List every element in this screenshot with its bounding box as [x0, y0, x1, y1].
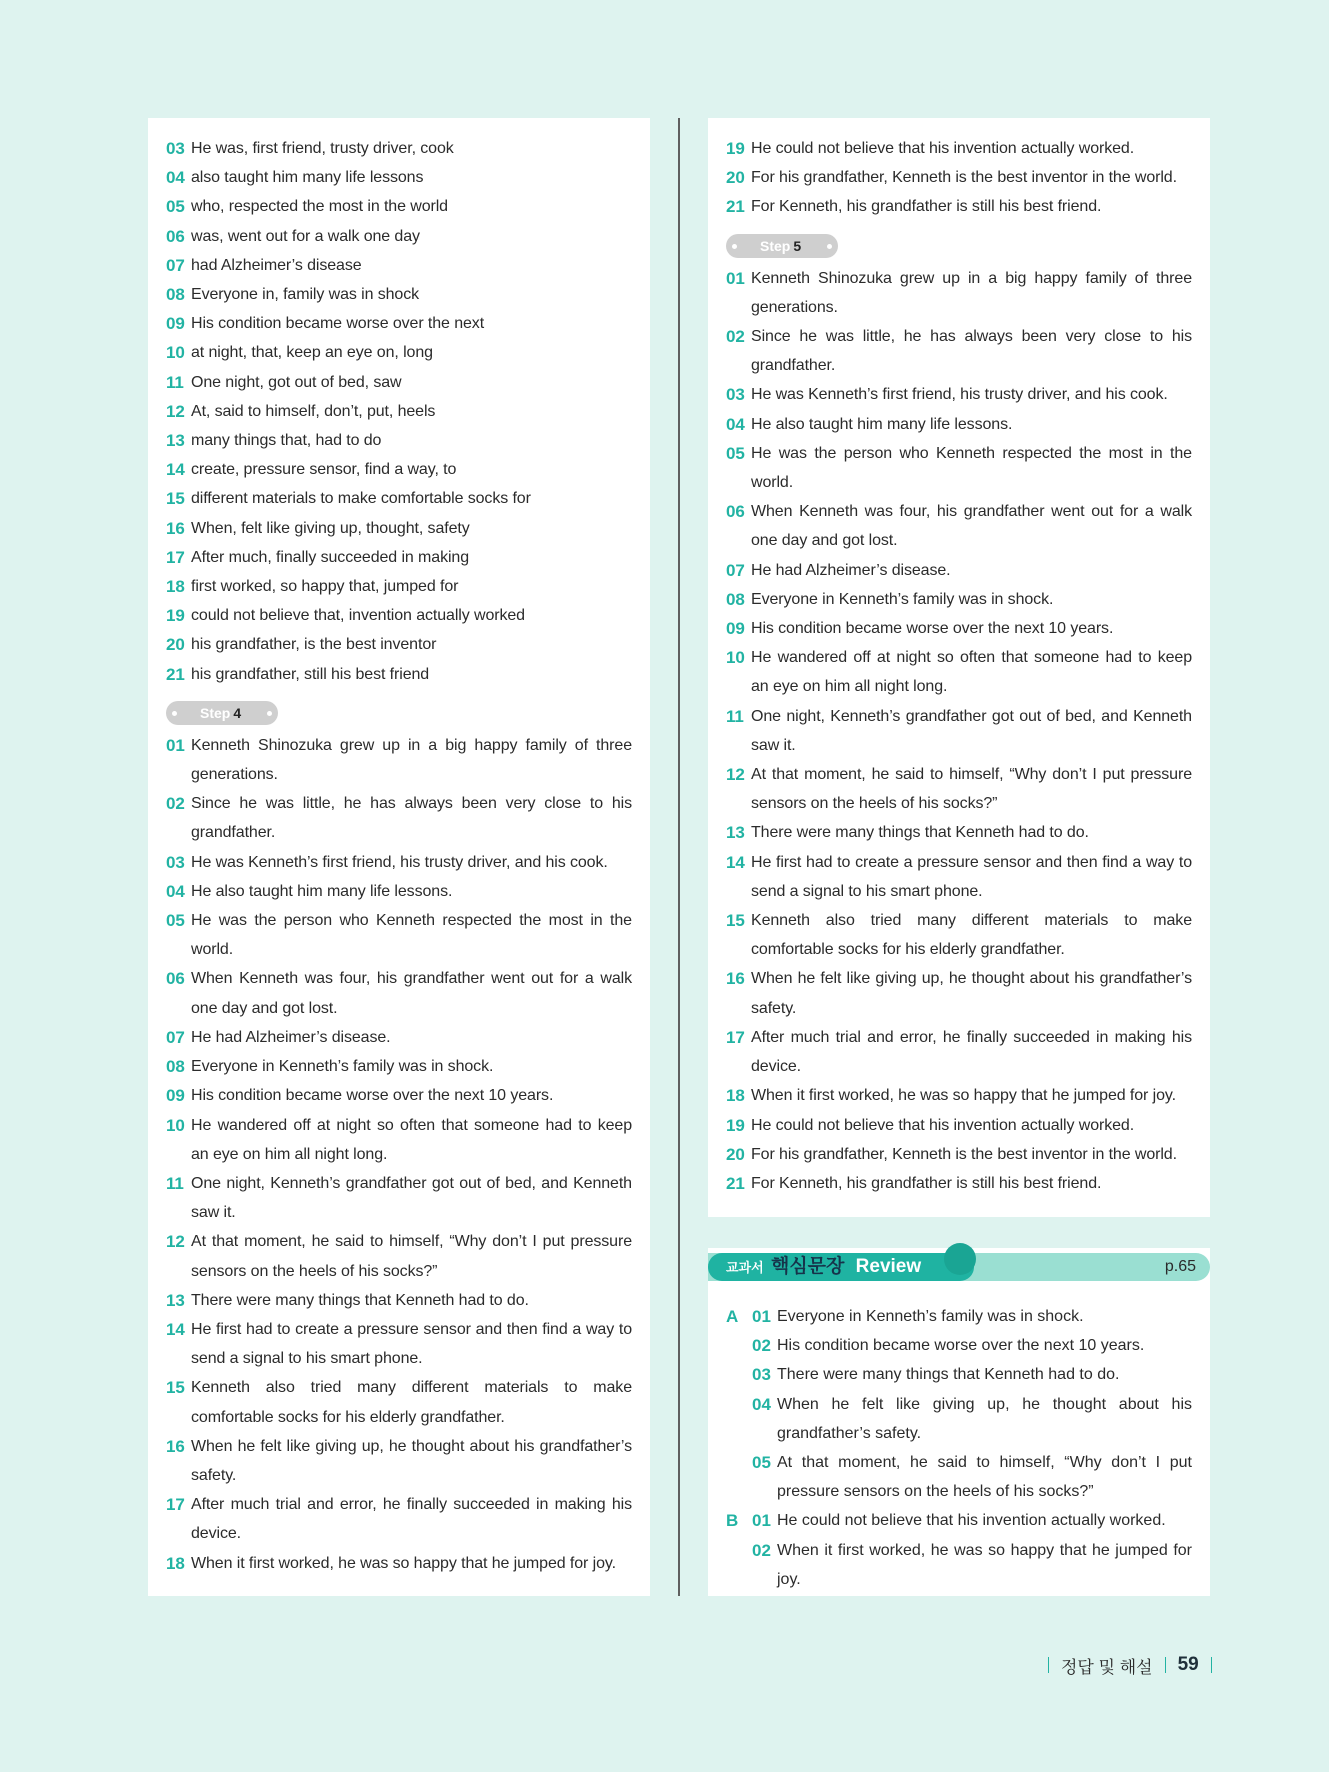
- answer-item: [166, 192, 632, 221]
- answer-text: When, felt like giving up, thought, safety: [191, 519, 470, 537]
- step4-badge: [166, 701, 278, 725]
- answer-number: 02: [726, 327, 745, 347]
- answer-text: One night, Kenneth’s grandfather got out of bed, and Kenneth saw it.: [751, 707, 1192, 754]
- answer-item: [166, 1315, 632, 1373]
- answer-text: He had Alzheimer’s disease.: [191, 1028, 391, 1046]
- answer-number: 02: [752, 1336, 771, 1356]
- answer-text: Kenneth also tried many different materials to make comfortable socks for his elderly grandfather.: [751, 912, 1192, 959]
- answer-text: He was the person who Kenneth respected the most in the world.: [191, 912, 632, 959]
- review-item: [726, 1506, 1192, 1535]
- step5-badge: [726, 234, 838, 258]
- column-divider: [678, 118, 680, 1596]
- answer-text: He had Alzheimer’s disease.: [751, 561, 951, 579]
- answer-text: Everyone in Kenneth’s family was in shock.: [751, 590, 1054, 608]
- answer-number: 19: [166, 606, 185, 626]
- review-section-label: [726, 1360, 752, 1389]
- answer-number: 01: [166, 735, 185, 755]
- answer-number: 12: [726, 765, 745, 785]
- answer-number: 03: [166, 139, 185, 158]
- answer-number: 08: [726, 589, 745, 609]
- answer-item: [726, 848, 1192, 906]
- answer-item: [726, 322, 1192, 380]
- answer-text: Everyone in Kenneth’s family was in shock.: [191, 1058, 494, 1076]
- review-panel: [708, 1248, 1210, 1596]
- answer-number: 03: [166, 852, 185, 872]
- answer-item: [166, 1490, 632, 1548]
- review-item: [726, 1390, 1192, 1448]
- answer-item: [166, 789, 632, 847]
- answer-number: 06: [726, 502, 745, 522]
- answer-number: 11: [166, 372, 184, 392]
- step5-answer-list: [726, 264, 1192, 1199]
- answer-item: [726, 163, 1192, 192]
- answer-text: could not believe that, invention actually worked: [191, 607, 525, 625]
- answer-text: Everyone in, family was in shock: [191, 286, 420, 304]
- answer-number: 16: [726, 969, 745, 989]
- answer-text: Kenneth Shinozuka grew up in a big happy family of three generations.: [751, 269, 1192, 316]
- review-title-text: Review: [855, 1256, 922, 1277]
- answer-text: He was, first friend, trusty driver, cook: [191, 140, 454, 157]
- answer-item: [166, 397, 632, 426]
- step5-label: Step: [760, 237, 791, 254]
- answer-item: [166, 1286, 632, 1315]
- footer-section-label: 정답 및 해설: [1061, 1657, 1153, 1677]
- answer-item: [166, 309, 632, 338]
- answer-text: He also taught him many life lessons.: [191, 882, 453, 900]
- answer-number: 05: [166, 911, 185, 931]
- answer-item: [166, 660, 632, 689]
- answer-number: 20: [726, 1144, 745, 1164]
- step5-number: 5: [793, 237, 802, 254]
- answer-number: 12: [166, 401, 185, 421]
- answer-text: His condition became worse over the next 10 years.: [751, 620, 1114, 638]
- answer-number: 20: [166, 635, 185, 655]
- answer-text: He was the person who Kenneth respected the most in the world.: [751, 444, 1192, 492]
- answer-text: There were many things that Kenneth had to do.: [751, 824, 1089, 842]
- review-page-ref: p.65: [1164, 1258, 1196, 1275]
- answer-text: After much trial and error, he finally succeeded in making his device.: [191, 1496, 632, 1543]
- answer-text: When he felt like giving up, he thought about his grandfather’s safety.: [777, 1395, 1192, 1442]
- answer-item: [166, 1169, 632, 1227]
- answer-text: different materials to make comfortable socks for: [191, 490, 531, 508]
- right-answer-column: [708, 118, 1210, 1217]
- review-section-label: [726, 1331, 752, 1360]
- answer-item: [166, 1052, 632, 1081]
- answer-number: 10: [166, 343, 185, 363]
- review-answer-list: [726, 1302, 1192, 1594]
- answer-item: [726, 380, 1192, 409]
- answer-text: Kenneth also tried many different materials to make comfortable socks for his elderly grandfather.: [191, 1379, 632, 1426]
- answer-item: [166, 572, 632, 601]
- answer-item: [166, 1373, 632, 1431]
- answer-text: He could not believe that his invention actually worked.: [751, 140, 1135, 157]
- answer-number: 09: [726, 619, 745, 639]
- answer-text: There were many things that Kenneth had to do.: [777, 1366, 1120, 1384]
- answer-number: 18: [726, 1086, 745, 1106]
- answer-item: [166, 848, 632, 877]
- answer-number: 15: [726, 911, 745, 931]
- answer-item: [726, 264, 1192, 322]
- answer-number: 07: [166, 255, 185, 275]
- answer-text: He was Kenneth’s first friend, his trusty driver, and his cook.: [191, 853, 608, 871]
- answer-text: One night, got out of bed, saw: [191, 373, 402, 391]
- answer-number: 02: [166, 794, 185, 814]
- answer-item: [726, 906, 1192, 964]
- review-section-label: [726, 1390, 752, 1448]
- review-section-label: B: [726, 1511, 739, 1531]
- answer-text: At, said to himself, don’t, put, heels: [191, 402, 436, 420]
- answer-item: [166, 877, 632, 906]
- answer-text: After much, finally succeeded in making: [191, 548, 470, 566]
- answer-number: 01: [752, 1307, 771, 1326]
- answer-number: 13: [166, 1290, 185, 1310]
- answer-item: [166, 1227, 632, 1285]
- step3-answer-list: [166, 134, 632, 689]
- answer-number: 10: [166, 1115, 185, 1135]
- answer-number: 17: [166, 1495, 185, 1515]
- answer-number: 04: [752, 1394, 771, 1414]
- answer-item: [166, 514, 632, 543]
- answer-text: For Kenneth, his grandfather is still his best friend.: [751, 198, 1102, 216]
- answer-number: 08: [166, 1057, 185, 1077]
- step4-label: Step: [200, 704, 231, 721]
- answer-item: [726, 818, 1192, 847]
- answer-text: After much trial and error, he finally succeeded in making his device.: [751, 1028, 1192, 1076]
- answer-text: For his grandfather, Kenneth is the best inventor in the world.: [751, 1145, 1177, 1163]
- answer-number: 04: [166, 168, 185, 188]
- answer-item: [726, 1111, 1192, 1140]
- answer-text: For Kenneth, his grandfather is still his best friend.: [751, 1174, 1102, 1192]
- review-prefix: 교과서: [726, 1260, 764, 1275]
- step4-number: 4: [233, 704, 242, 721]
- answer-item: [166, 731, 632, 789]
- review-korean-title: 핵심문장: [770, 1256, 845, 1277]
- answer-text: had Alzheimer’s disease: [191, 256, 362, 274]
- review-section-label: [726, 1448, 752, 1506]
- answer-text: At that moment, he said to himself, “Why don’t I put pressure sensors on the heels of his socks?”: [751, 766, 1192, 813]
- review-title: [708, 1253, 974, 1281]
- answer-number: 15: [166, 489, 185, 509]
- answer-number: 03: [726, 385, 745, 405]
- answer-item: [726, 643, 1192, 701]
- review-item: [726, 1448, 1192, 1506]
- banner-decoration: [944, 1243, 976, 1275]
- answer-number: 05: [752, 1453, 771, 1473]
- answer-text: He also taught him many life lessons.: [751, 415, 1013, 433]
- answer-item: [166, 455, 632, 484]
- answer-item: [166, 222, 632, 251]
- answer-text: Kenneth Shinozuka grew up in a big happy family of three generations.: [191, 736, 632, 784]
- answer-item: [166, 1111, 632, 1169]
- answer-number: 12: [166, 1232, 185, 1252]
- answer-number: 21: [166, 664, 185, 684]
- answer-text: He could not believe that his invention actually worked.: [751, 1116, 1135, 1134]
- answer-text: He first had to create a pressure sensor and then find a way to send a signal to his smart phone.: [751, 853, 1192, 900]
- answer-number: 14: [166, 1319, 185, 1339]
- answer-number: 08: [166, 285, 185, 305]
- answer-number: 01: [752, 1511, 771, 1531]
- answer-item: [166, 426, 632, 455]
- answer-item: [726, 1140, 1192, 1169]
- answer-item: [726, 497, 1192, 555]
- answer-number: 14: [726, 852, 745, 872]
- answer-text: He could not believe that his invention actually worked.: [777, 1512, 1166, 1530]
- step4-answer-list: [166, 731, 632, 1578]
- answer-text: At that moment, he said to himself, “Why don’t I put pressure sensors on the heels of his socks?”: [191, 1233, 632, 1280]
- answer-item: [726, 760, 1192, 818]
- answer-number: 14: [166, 460, 185, 480]
- answer-text: He wandered off at night so often that someone had to keep an eye on him all night long.: [191, 1116, 632, 1163]
- answer-text: first worked, so happy that, jumped for: [191, 578, 459, 596]
- answer-text: Since he was little, he has always been very close to his grandfather.: [751, 328, 1192, 375]
- answer-number: 15: [166, 1378, 185, 1398]
- answer-item: [726, 1081, 1192, 1110]
- answer-item: [166, 484, 632, 513]
- answer-number: 20: [726, 168, 745, 188]
- answer-item: [726, 585, 1192, 614]
- review-item: [726, 1331, 1192, 1360]
- answer-text: His condition became worse over the next: [191, 315, 485, 333]
- answer-text: He first had to create a pressure sensor and then find a way to send a signal to his smart phone.: [191, 1320, 632, 1368]
- answer-item: [726, 614, 1192, 643]
- answer-item: [166, 163, 632, 192]
- answer-item: [726, 556, 1192, 585]
- answer-number: 17: [166, 547, 185, 567]
- answer-number: 02: [752, 1540, 771, 1560]
- answer-number: 09: [166, 314, 185, 334]
- answer-item: [166, 1081, 632, 1110]
- answer-number: 03: [752, 1365, 771, 1385]
- answer-text: When it first worked, he was so happy that he jumped for joy.: [777, 1541, 1192, 1588]
- answer-item: [726, 964, 1192, 1022]
- answer-item: [166, 1023, 632, 1052]
- page-number: 59: [1177, 1654, 1199, 1675]
- answer-item: [166, 1549, 632, 1578]
- answer-text: at night, that, keep an eye on, long: [191, 344, 433, 362]
- answer-item: [166, 906, 632, 964]
- answer-number: 21: [726, 1173, 745, 1193]
- answer-number: 05: [166, 197, 185, 217]
- answer-item: [166, 601, 632, 630]
- answer-number: 13: [726, 823, 745, 843]
- answer-text: When it first worked, he was so happy that he jumped for joy.: [191, 1554, 616, 1572]
- answer-text: He was Kenneth’s first friend, his trusty driver, and his cook.: [751, 386, 1168, 404]
- answer-item: [166, 368, 632, 397]
- answer-text: When he felt like giving up, he thought about his grandfather’s safety.: [751, 970, 1192, 1017]
- left-answer-column: [148, 118, 650, 1596]
- answer-number: 01: [726, 268, 745, 288]
- answer-text: For his grandfather, Kenneth is the best inventor in the world.: [751, 169, 1177, 187]
- answer-item: [726, 192, 1192, 221]
- answer-text: his grandfather, is the best inventor: [191, 636, 437, 654]
- review-banner: [708, 1250, 1210, 1280]
- answer-number: 07: [726, 560, 745, 580]
- answer-item: [726, 1169, 1192, 1198]
- answer-item: [726, 134, 1192, 163]
- answer-text: When Kenneth was four, his grandfather went out for a walk one day and got lost.: [751, 503, 1192, 550]
- review-item: [726, 1360, 1192, 1389]
- step4-continued-list: [726, 134, 1192, 222]
- answer-number: 13: [166, 431, 185, 451]
- answer-item: [166, 543, 632, 572]
- answer-text: At that moment, he said to himself, “Why don’t I put pressure sensors on the heels of his socks?”: [777, 1454, 1192, 1501]
- answer-text: was, went out for a walk one day: [191, 227, 420, 245]
- answer-number: 04: [726, 414, 745, 434]
- answer-text: One night, Kenneth’s grandfather got out of bed, and Kenneth saw it.: [191, 1174, 632, 1222]
- answer-number: 19: [726, 139, 745, 158]
- answer-number: 18: [166, 577, 185, 597]
- answer-number: 18: [166, 1553, 185, 1573]
- answer-text: There were many things that Kenneth had to do.: [191, 1291, 529, 1309]
- answer-item: [166, 280, 632, 309]
- answer-number: 05: [726, 443, 745, 463]
- answer-text: His condition became worse over the next 10 years.: [777, 1337, 1145, 1355]
- answer-text: who, respected the most in the world: [191, 198, 448, 216]
- answer-item: [166, 338, 632, 367]
- answer-item: [166, 134, 632, 163]
- answer-number: 11: [166, 1173, 184, 1193]
- answer-item: [726, 1023, 1192, 1081]
- answer-item: [726, 410, 1192, 439]
- answer-text: many things that, had to do: [191, 432, 382, 450]
- answer-text: When Kenneth was four, his grandfather went out for a walk one day and got lost.: [191, 970, 632, 1017]
- review-item: [726, 1302, 1192, 1331]
- answer-number: 17: [726, 1027, 745, 1047]
- answer-number: 06: [166, 226, 185, 246]
- answer-number: 07: [166, 1027, 185, 1047]
- answer-text: also taught him many life lessons: [191, 169, 424, 187]
- review-section-label: A: [726, 1307, 739, 1326]
- answer-text: He wandered off at night so often that someone had to keep an eye on him all night long.: [751, 649, 1192, 696]
- answer-item: [726, 702, 1192, 760]
- answer-number: 11: [726, 706, 744, 726]
- answer-number: 19: [726, 1115, 745, 1135]
- answer-text: When he felt like giving up, he thought about his grandfather’s safety.: [191, 1437, 632, 1484]
- answer-number: 06: [166, 969, 185, 989]
- answer-number: 04: [166, 881, 185, 901]
- answer-item: [166, 1432, 632, 1490]
- answer-number: 09: [166, 1086, 185, 1106]
- answer-number: 16: [166, 1436, 185, 1456]
- page-footer: [1036, 1653, 1224, 1677]
- answer-text: Since he was little, he has always been very close to his grandfather.: [191, 795, 632, 842]
- answer-text: Everyone in Kenneth’s family was in shock.: [777, 1308, 1084, 1325]
- answer-text: his grandfather, still his best friend: [191, 665, 430, 683]
- answer-item: [726, 439, 1192, 497]
- answer-text: When it first worked, he was so happy that he jumped for joy.: [751, 1087, 1176, 1105]
- answer-item: [166, 251, 632, 280]
- answer-number: 10: [726, 648, 745, 668]
- review-item: [726, 1536, 1192, 1594]
- answer-number: 16: [166, 518, 185, 538]
- review-section-label: [726, 1536, 752, 1594]
- answer-text: His condition became worse over the next 10 years.: [191, 1087, 554, 1105]
- answer-number: 21: [726, 197, 745, 217]
- answer-item: [166, 630, 632, 659]
- answer-item: [166, 964, 632, 1022]
- answer-text: create, pressure sensor, find a way, to: [191, 461, 457, 479]
